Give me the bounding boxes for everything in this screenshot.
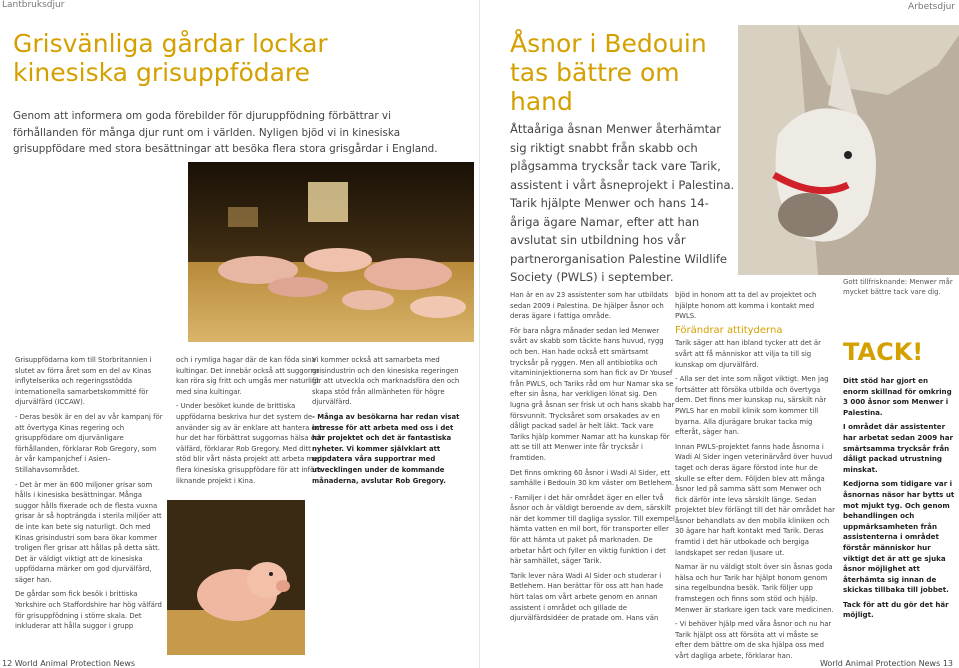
tack-heading: TACK! xyxy=(843,338,924,366)
article-left-col3 xyxy=(312,355,460,490)
page-number-left: 12 xyxy=(2,659,13,668)
headline-left-line1: Grisvänliga gårdar lockar xyxy=(13,29,328,58)
headline-right xyxy=(510,29,750,116)
section-label-left: Lantbruksdjur xyxy=(2,0,65,10)
rcol2-top: bjöd in honom att ta del av projektet och hjälpte honom att komma i kontakt med PWLS. xyxy=(675,291,817,321)
rcol2-para-3: Innan PWLS-projektet fanns hade åsnorna i Wadi Al Sider ingen veterinärvård över huvud taget och deras ägare förstod inte hur de skulle se efter dem. Följden blev att många åsnor led på samma sätt som Menwer och fick därför inte leva särskilt länge. Sedan projektet blev förlängt till det här området har åsnor behandlats av den mobila kliniken och 30 ägare har haft kontakt med Tarik. Deras framtid i det här utbokade och bergiga landskapet ser redan ljusare ut. xyxy=(675,442,835,557)
section-label-right: Arbetsdjur xyxy=(908,2,955,12)
article-left-col2 xyxy=(176,355,326,490)
rcol2-heading: Förändrar attityderna xyxy=(675,324,783,336)
rcol2-para-1: Tarik säger att han ibland tycker att det är svårt att få människor att vilja ta till sig kunskap om djurvälfärd. xyxy=(675,339,821,369)
rcol1-para-3: Det finns omkring 60 åsnor i Wadi Al Sider, ett samhälle i Bedouin 30 km väster om Betlehem. xyxy=(510,468,675,488)
rcol2-para-5: - Vi behöver hjälp med våra åsnor och nu har Tarik hjälpt oss att försöta att vi måste se efter dem bättre om de ska hjälpa oss med vårt dagliga arbete, förklarar han. xyxy=(675,620,832,660)
sidebar-para-3: Kedjorna som tidigare var i åsnornas näsor har bytts ut mot mjukt tyg. Och genom behandlingen och uppmärksamheten från assistenterna i området förstår människor hur viktigt det är att ge sjuka åsnor möjlighet att återhämta sig innan de skickas tillbaka till jobbet. xyxy=(843,479,955,595)
thanks-sidebar xyxy=(843,376,955,625)
publication-right: World Animal Protection News xyxy=(819,659,941,668)
col1-para-1: Grisuppfödarna kom till Storbritannien i slutet av förra året som en del av Kinas inflytelserika och regeringsstödda internationella samarbetskommitté för djurvälfärd (ICCAW). xyxy=(15,356,152,407)
col3-para-1: Vi kommer också att samarbeta med grisindustrin och den kinesiska regeringen för att utveckla och marknadsföra den och skapa stöd från allmänheten för högre djurvälfärd. xyxy=(312,356,460,407)
sidebar-para-1: Ditt stöd har gjort en enorm skillnad för omkring 3 000 åsnor som Menwer i Palestina. xyxy=(843,376,952,417)
col1-para-2: - Deras besök är en del av vår kampanj för att övertyga Kinas regering och grisuppfödare om djurvänligare förhållanden, förklarar Rob Gregory, som är vår kampanjchef i Asien– Stillahavsområdet. xyxy=(15,412,163,474)
sidebar-para-4: Tack för att du gör det här möjligt. xyxy=(843,599,949,620)
barn-photo-left xyxy=(0,175,188,345)
page-gutter xyxy=(479,0,480,668)
headline-right-line2: tas bättre om hand xyxy=(510,58,680,116)
piglet-illustration xyxy=(167,500,305,655)
headline-right-line1: Åsnor i Bedouin xyxy=(510,29,707,58)
donkey-photo xyxy=(738,25,959,275)
donkey-illustration xyxy=(738,25,959,275)
col3-para-2: - Många av besökarna har redan visat intresse för att arbeta med oss i det här projektet och det är fantastiska nyheter. Vi kommer självklart att uppdatera våra supportrar med utvecklingen under de kommande månaderna, avslutar Rob Gregory. xyxy=(312,412,460,485)
page-number-right: 13 xyxy=(942,659,953,668)
col2-para-2: - Under besöket kunde de brittiska uppfödarna beskriva hur det system de använder sig av är enklare att hantera och hur det har förbättrat suggornas hälsa och välfärd, förklarar Rob Gregory. Med ditt stöd blir vårt nästa projekt att arbeta med flera kinesiska grisuppfödare för att införa liknande projekt i Kina. xyxy=(176,402,324,485)
col1-para-3: - Det är mer än 600 miljoner grisar som hålls i kinesiska besättningar. Många suggor hålls fixerade och de flesta vuxna grisar är så hopträngda i sterila miljöer att de inte kan bete sig naturligt. Och med Kinas grisindustri som bara ökar kommer troligen fler grisar att hållas på detta sätt. Det är väldigt viktigt att de kinesiska uppfödarna märker om god djurvälfärd, säger han. xyxy=(15,480,162,584)
rcol1-para-1: Han är en av 23 assistenter som har utbildats sedan 2009 i Palestina. De hjälper åsnor och deras ägare i fattiga område. xyxy=(510,291,669,321)
barn-photo-left-illustration xyxy=(0,175,188,345)
standfirst-left: Genom att informera om goda förebilder för djuruppfödning förbättrar vi förhållanden för många djur runt om i världen. Nyligen bjöd vi in kinesiska grisuppfödare med stora besättningar att besöka flera stora grisgårdar i England. xyxy=(13,110,438,155)
pig-photo-illustration xyxy=(188,162,474,342)
footer-left xyxy=(2,659,135,668)
piglet-photo xyxy=(167,500,305,655)
headline-left-line2: kinesiska grisuppfödare xyxy=(13,58,311,87)
rcol2-para-4: Namar är nu väldigt stolt över sin åsnas goda hälsa och hur Tarik har hjälpt honom genom sina regelbundna besök. Tarik följer upp framstegen och finns som stöd och hjälp. Menwer är starkare igen tack vare medicinen. xyxy=(675,563,834,614)
pig-photo xyxy=(188,162,474,342)
donkey-photo-caption: Gott tillfrisknande: Menwer mår mycket bättre tack vare dig. xyxy=(843,278,953,296)
col2-para-1: och i rymliga hagar där de kan föda sina kultingar. Det innebär också att suggorna kan röra sig fritt och umgås mer naturligt med sina kultingar. xyxy=(176,356,320,396)
publication-left: World Animal Protection News xyxy=(14,659,136,668)
sidebar-para-2: I området där assistenter har arbetat sedan 2009 har smärtsamma trycksår från dåligt packad utrustning minskat. xyxy=(843,422,953,474)
rcol1-para-4: - Familjer i det här området äger en eller två åsnor och är väldigt beroende av dem, särskilt när det kommer till dagliga sysslor. Till exempel hämta vatten en mil bort, för transporter eller för att hämta ut paket på marknaden. De arbetar hårt och fyller en viktig funktion i det här samhället, säger Tarik. xyxy=(510,493,675,566)
rcol2-para-2: - Alla ser det inte som något viktigt. Men jag fortsätter att försöka utbilda och övertyga dem. Det finns mer kunskap nu, särskilt när PWLS har en mobil klinik som kommer till byarna. Alla djurägare brukar tacka mig efteråt, säger han. xyxy=(675,375,829,437)
rcol1-para-5: Tarik lever nära Wadi Al Sider och studerar i Betlehem. Han berättar för oss att han hade hört talas om vårt arbete genom en annan assistent i området och gillade de djurvälfärdsidéer de pratade om. Hans vän xyxy=(510,571,664,623)
headline-left xyxy=(13,29,453,87)
col1-para-4: De gårdar som fick besök i brittiska Yorkshire och Staffordshire har hög välfärd för grisuppfödning i större skala. Det inkluderar att hålla suggor i grupp xyxy=(15,590,162,631)
rcol1-para-2: För bara några månader sedan led Menwer svårt av skabb som täckte hans huvud, rygg och ben. Han hade också ett smärtsamt trycksår på ryggen. Men all antibiotika och vitamininjektionerna som han fick av Dr Yousef från PWLS, och Tariks råd om hur Namar ska se efter sin åsna, har verkligen lönat sig. Den lugna grå åsnan ser frisk ut och hans skabb har försvunnit. Trycksåret som orsakades av en dåligt packad sadel är helt läkt. Tack vare Tariks hjälp kommer Namar att ha kunskap för att se till att Menwer inte får trycksår i framtiden. xyxy=(510,326,675,462)
intro-right: Åttaåriga åsnan Menwer återhämtar sig riktigt snabbt från skabb och plågsamma trycksår tack vare Tarik, assistent i vårt åsneprojekt i Palestina. Tarik hjälpte Menwer och hans 14-åriga ägare Namar, efter att han avslutat sin utbildning hos vår partnerorganisation Palestine Wildlife Society (PWLS) i september. xyxy=(510,122,735,284)
article-right-col2 xyxy=(675,290,835,666)
article-left-col1 xyxy=(15,355,165,636)
article-right-col1 xyxy=(510,290,675,628)
footer-right xyxy=(820,659,953,668)
